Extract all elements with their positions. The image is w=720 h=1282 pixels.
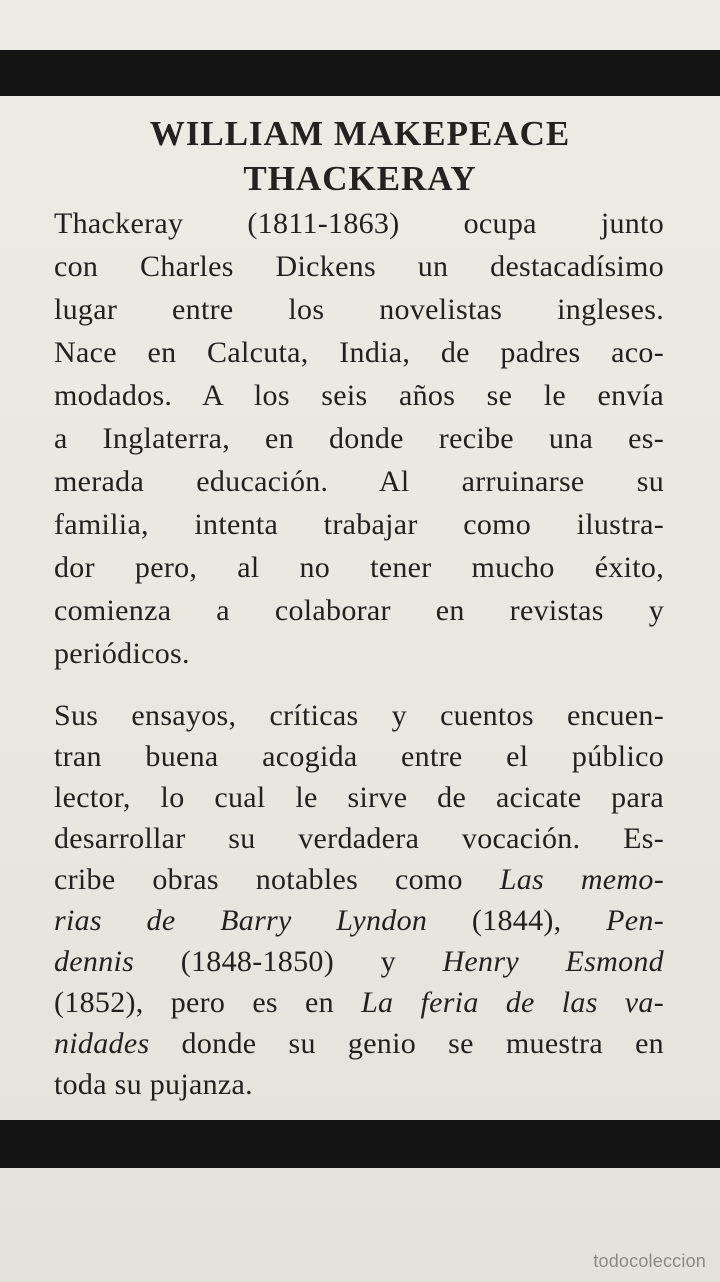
text-run: (1852), pero es en (54, 986, 362, 1019)
text-line: comienza a colaborar en revistas y (54, 594, 664, 627)
text-line: lector, lo cual le sirve de acicate para (54, 781, 664, 814)
text-line: Sus ensayos, críticas y cuentos encuen- (54, 699, 664, 732)
book-title-italic: Las memo- (499, 863, 664, 896)
text-line: periódicos. (54, 637, 190, 670)
text-line: lugar entre los novelistas ingleses. (54, 293, 664, 326)
text-line (54, 901, 664, 941)
text-line (54, 983, 664, 1023)
text-run: (1844), (427, 904, 607, 937)
book-title-italic: rias de Barry Lyndon (54, 904, 428, 937)
title-line-2: THACKERAY (243, 159, 477, 198)
text-line: Nace en Calcuta, India, de padres aco- (54, 336, 664, 369)
text-line (54, 942, 664, 982)
book-title-italic: Pen- (606, 904, 664, 937)
text-line: toda su pujanza. (54, 1068, 253, 1101)
top-black-rule (0, 50, 720, 96)
text-run: cribe obras notables como (54, 863, 500, 896)
title-line-1: WILLIAM MAKEPEACE (149, 114, 571, 153)
book-title-italic: Henry Esmond (442, 945, 664, 978)
bottom-black-rule (0, 1120, 720, 1168)
text-line: con Charles Dickens un destacadísimo (54, 250, 664, 283)
text-line: a Inglaterra, en donde recibe una es- (54, 422, 664, 455)
book-title-italic: La feria de las va- (361, 986, 664, 1019)
watermark-logo: todocoleccion (593, 1251, 706, 1271)
text-run: donde su genio se muestra en (149, 1027, 664, 1060)
text-line: tran buena acogida entre el público (54, 740, 664, 773)
text-line (54, 860, 664, 900)
text-line: merada educación. Al arruinarse su (54, 465, 664, 498)
book-title-italic: nidades (54, 1027, 150, 1060)
text-line: Thackeray (1811-1863) ocupa junto (54, 207, 664, 240)
book-title-italic: dennis (54, 945, 135, 978)
text-line (54, 1024, 664, 1064)
text-line: dor pero, al no tener mucho éxito, (54, 551, 664, 584)
text-line: familia, intenta trabajar como ilustra- (54, 508, 664, 541)
text-line: modados. A los seis años se le envía (54, 379, 664, 412)
text-run: (1848-1850) y (134, 945, 443, 978)
text-line: desarrollar su verdadera vocación. Es- (54, 822, 664, 855)
